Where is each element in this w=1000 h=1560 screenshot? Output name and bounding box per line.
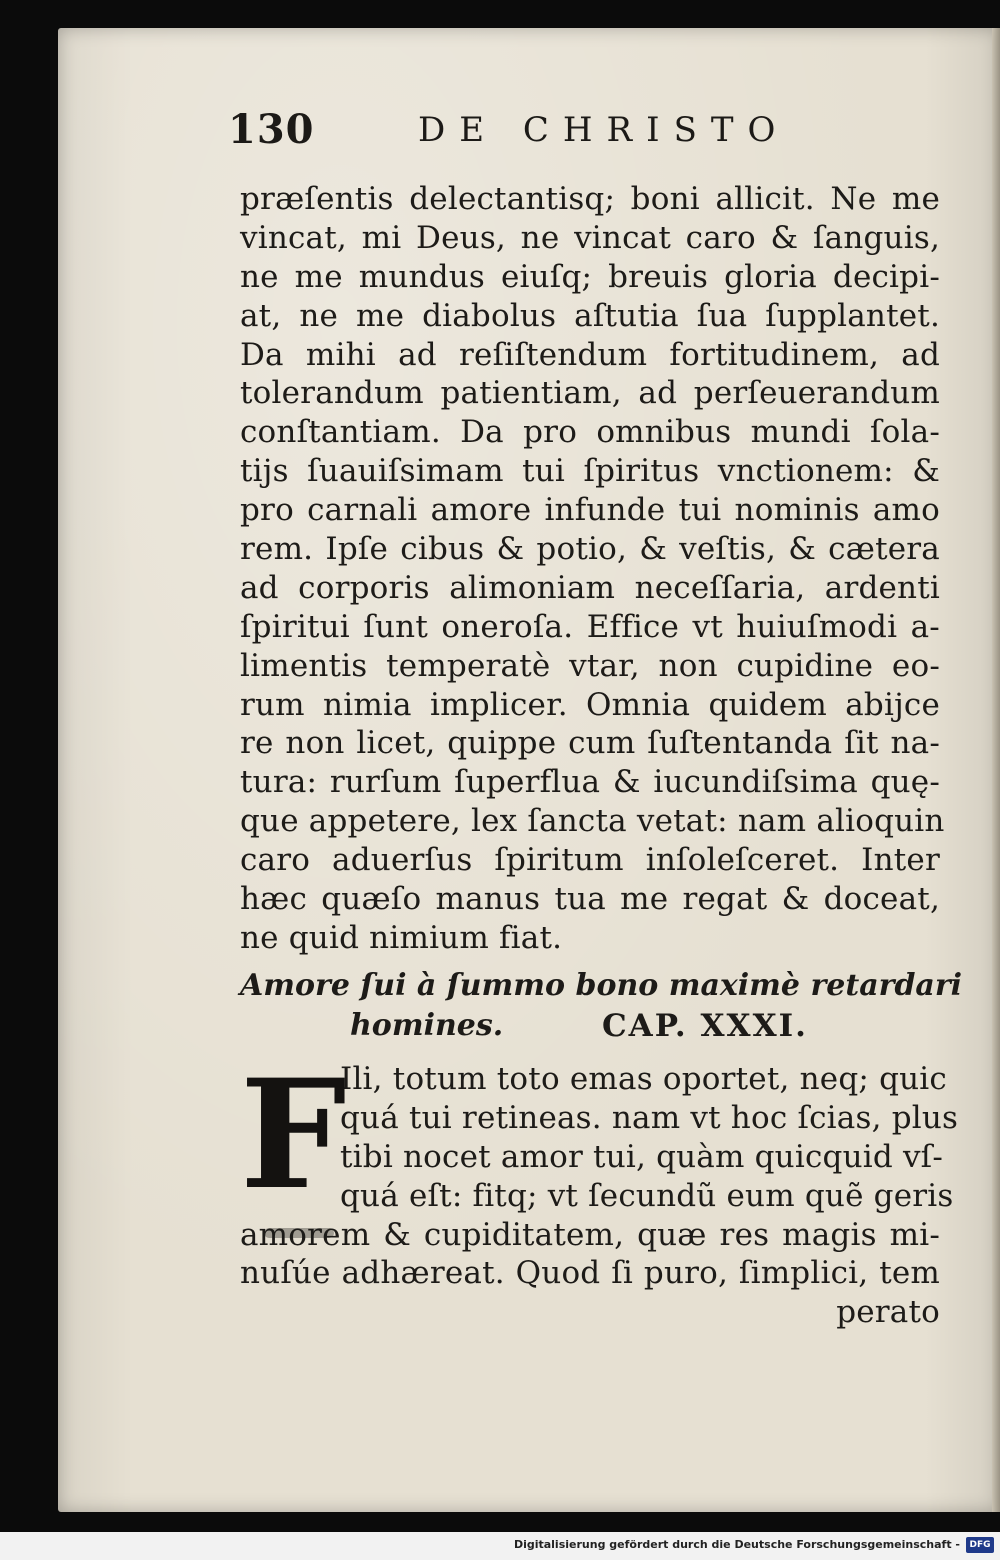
text-line: que appetere, lex ſancta vetat: nam alioquin	[240, 803, 945, 840]
chapter-heading	[240, 966, 963, 1046]
text-line: re non licet, quippe cum ſuſtentanda ſit na-	[240, 725, 940, 762]
ink-mark	[264, 1228, 334, 1238]
footer-bar	[0, 1532, 1000, 1560]
text-line: at, ne me diabolus aſtutia ſua ſupplantet.	[240, 297, 940, 334]
text-line: tibi nocet amor tui, quàm quicquid vſ-	[340, 1138, 944, 1175]
text-line: tura: rurſum ſuperflua & iucundiſsima quę-	[240, 764, 940, 801]
dfg-logo-icon: DFG	[966, 1537, 994, 1553]
text-line: nuſúe adhæreat. Quod ſi puro, ſimplici, tem	[240, 1255, 940, 1292]
text-line: hæc quæſo manus tua me regat & doceat,	[240, 881, 940, 918]
text-line: ne me mundus eiuſq; breuis gloria decipi-	[240, 258, 940, 295]
text-line: pro carnali amore infunde tui nominis amo	[240, 492, 940, 529]
chapter-number: CAP. XXXI.	[602, 1008, 808, 1044]
text-line: tolerandum patientiam, ad perſeuerandum	[240, 375, 940, 412]
text-line: amorem & cupiditatem, quæ res magis mi-	[240, 1216, 940, 1253]
chapter-heading-line2	[240, 1006, 940, 1046]
funding-credit: Digitalisierung gefördert durch die Deutsche Forschungsgemeinschaft -	[513, 1538, 960, 1551]
running-head	[228, 106, 828, 166]
text-line: vincat, mi Deus, ne vincat caro & ſanguis,	[240, 219, 940, 256]
running-title: DE CHRISTO	[418, 110, 790, 150]
text-line: conſtantiam. Da pro omnibus mundi ſola-	[240, 414, 940, 451]
text-line: limentis temperatè vtar, non cupidine eo-	[240, 647, 940, 684]
text-line: ſpiritui ſunt oneroſa. Effice vt huiuſmodi a-	[240, 608, 940, 645]
text-line: Ili, totum toto emas oportet, neq; quic	[340, 1061, 947, 1097]
text-line: quá tui retineas. nam vt hoc ſcias, plus	[340, 1099, 959, 1136]
page-number: 130	[228, 106, 315, 153]
text-line: ad corporis alimoniam neceſſaria, ardenti	[240, 569, 940, 606]
text-line: Da mihi ad reſiſtendum fortitudinem, ad	[240, 336, 940, 373]
body-text	[240, 180, 945, 958]
text-line: rem. Ipſe cibus & potio, & veſtis, & cætera	[240, 531, 940, 568]
text-line: tijs ſuauiſsimam tui ſpiritus vnctionem: &	[240, 453, 940, 490]
text-line-last: ne quid nimium fiat.	[240, 919, 563, 956]
drop-cap-initial: F	[240, 1047, 347, 1223]
page-edge	[992, 28, 1000, 1512]
chapter-text	[240, 1047, 959, 1332]
chapter-heading-word: homines.	[350, 1008, 504, 1043]
text-line: præſentis delectantisq; boni allicit. Ne me	[240, 181, 940, 217]
text-line: rum nimia implicer. Omnia quidem abijce	[240, 686, 940, 723]
catchword: perato	[836, 1294, 940, 1331]
text-line: caro aduerſus ſpiritum inſoleſceret. Inter	[240, 842, 940, 879]
text-line: quá eſt: fitq; vt ſecundũ eum quẽ geris	[340, 1177, 954, 1214]
chapter-heading-line1: Amore ſui à ſummo bono maximè retardari	[240, 968, 963, 1003]
